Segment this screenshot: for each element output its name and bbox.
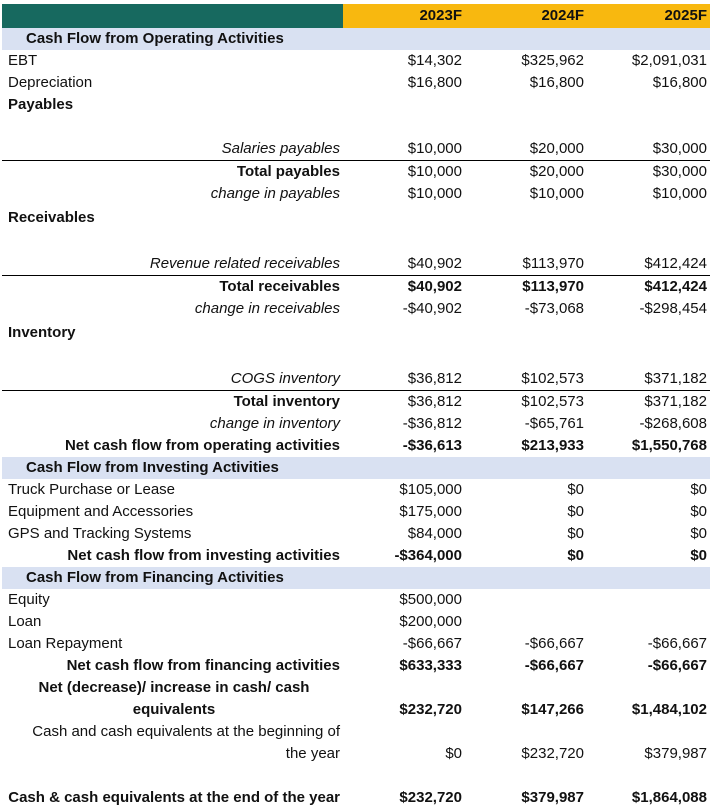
cell-2023[interactable]: -$36,613 [402, 437, 462, 454]
table-row-salaries-payables [2, 138, 710, 161]
cell-2025[interactable]: $371,182 [587, 391, 710, 414]
table-row-revenue-receivables [2, 253, 710, 276]
row-label: change in payables [210, 185, 340, 202]
row-label: Truck Purchase or Lease [8, 481, 176, 498]
table-row-loan [2, 611, 710, 633]
cell-2024[interactable]: $0 [567, 547, 584, 564]
cell-2025[interactable]: $1,864,088 [631, 789, 707, 806]
cell-2024[interactable] [465, 589, 587, 611]
row-label: Loan Repayment [8, 635, 123, 652]
table-row-cash-beginning [2, 721, 710, 765]
cell-2024[interactable]: $20,000 [529, 140, 584, 157]
row-label: COGS inventory [230, 370, 340, 387]
spacer-row [2, 231, 710, 253]
row-label: Net cash flow from operating activities [64, 437, 340, 454]
section-header-financing [2, 567, 710, 589]
table-row-net-investing [2, 545, 710, 567]
cell-2025[interactable]: -$298,454 [639, 300, 707, 317]
row-label: Total payables [2, 161, 343, 184]
cell-2024[interactable]: $232,720 [521, 745, 584, 762]
row-label: change in receivables [194, 300, 340, 317]
table-row-ebt [2, 50, 710, 72]
cell-2023[interactable]: $10,000 [343, 161, 465, 184]
section-header-operating [2, 28, 710, 50]
header-label-cell [2, 4, 343, 28]
cell-2024[interactable]: $147,266 [521, 701, 584, 718]
cell-2023[interactable]: -$40,902 [402, 300, 462, 317]
cash-flow-sheet [0, 4, 711, 806]
row-label: Equity [8, 591, 50, 608]
group-heading-payables [2, 94, 710, 116]
row-label: GPS and Tracking Systems [8, 525, 192, 542]
cell-2023[interactable]: $232,720 [399, 701, 462, 718]
cell-2023[interactable]: $0 [445, 745, 462, 762]
cell-2025[interactable]: $0 [690, 503, 707, 520]
cell-2024[interactable]: $213,933 [521, 437, 584, 454]
cell-2025[interactable]: $2,091,031 [631, 52, 707, 69]
cell-2025[interactable]: $412,424 [644, 255, 707, 272]
cell-2025[interactable]: $1,550,768 [631, 437, 707, 454]
cell-2024[interactable] [465, 611, 587, 633]
cell-2023[interactable]: $10,000 [407, 140, 462, 157]
cell-2023[interactable]: -$66,667 [402, 635, 462, 652]
cell-2023[interactable]: -$364,000 [394, 547, 462, 564]
cell-2024[interactable]: $16,800 [529, 74, 584, 91]
cell-2023[interactable]: $16,800 [407, 74, 462, 91]
cell-2024[interactable]: $325,962 [521, 52, 584, 69]
cell-2023[interactable]: $84,000 [407, 525, 462, 542]
row-label: Depreciation [8, 74, 93, 91]
row-label: Equipment and Accessories [8, 503, 194, 520]
cell-2024[interactable]: $0 [567, 503, 584, 520]
cell-2025[interactable]: -$66,667 [647, 657, 707, 674]
year-header-2023[interactable]: 2023F [343, 4, 465, 28]
cell-2025[interactable]: $412,424 [587, 276, 710, 299]
table-row-cash-end [2, 765, 710, 809]
cell-2024[interactable]: $113,970 [522, 255, 584, 272]
cell-2025[interactable]: $371,182 [644, 370, 707, 387]
table-row-change-receivables [2, 298, 710, 320]
cell-2025[interactable]: -$268,608 [639, 415, 707, 432]
table-row-net-change-cash [2, 677, 710, 721]
row-label: Total inventory [2, 391, 343, 414]
row-label: Net cash flow from financing activities [66, 657, 340, 674]
row-label: Cash and cash equivalents at the beginning of the year [32, 723, 340, 762]
cell-2024[interactable]: $102,573 [465, 391, 587, 414]
year-header-2025[interactable]: 2025F [587, 4, 710, 28]
cell-2024[interactable]: $113,970 [465, 276, 587, 299]
table-row-total-inventory [2, 391, 710, 414]
group-label: Inventory [8, 324, 76, 341]
cell-2025[interactable]: $379,987 [644, 745, 707, 762]
table-row-total-receivables [2, 276, 710, 299]
cell-2023[interactable]: $633,333 [399, 657, 462, 674]
cell-2025[interactable]: $0 [690, 547, 707, 564]
cell-2025[interactable]: $30,000 [652, 140, 707, 157]
cell-2023[interactable]: $10,000 [407, 185, 462, 202]
year-header-2024[interactable]: 2024F [465, 4, 587, 28]
row-label: EBT [8, 52, 38, 69]
row-label: Loan [8, 613, 42, 630]
cell-2024[interactable]: $102,573 [521, 370, 584, 387]
table-row-cogs-inventory [2, 368, 710, 391]
row-label: change in inventory [209, 415, 340, 432]
section-header-investing [2, 457, 710, 479]
cell-2024[interactable]: -$66,667 [524, 635, 584, 652]
group-label: Receivables [8, 209, 95, 226]
row-label: Salaries payables [221, 140, 340, 157]
table-row-loan-repayment [2, 633, 710, 655]
cell-2025[interactable]: $1,484,102 [631, 701, 707, 718]
cell-2025[interactable] [587, 611, 710, 633]
table-row-truck [2, 479, 710, 501]
cell-2024[interactable]: $10,000 [529, 185, 584, 202]
section-title: Cash Flow from Investing Activities [2, 457, 343, 479]
cell-2024[interactable]: $0 [567, 525, 584, 542]
row-label: Net cash flow from investing activities [67, 547, 340, 564]
table-row-gps [2, 523, 710, 545]
cell-2023[interactable]: $105,000 [399, 481, 462, 498]
table-row-change-payables [2, 183, 710, 205]
cell-2023[interactable]: $200,000 [399, 613, 462, 630]
spacer-row [2, 346, 710, 368]
cell-2023[interactable]: $175,000 [399, 503, 462, 520]
cell-2024[interactable]: -$66,667 [524, 657, 584, 674]
cell-2025[interactable]: $0 [690, 481, 707, 498]
table-row-net-operating [2, 435, 710, 457]
cell-2024[interactable]: -$73,068 [524, 300, 584, 317]
section-title: Cash Flow from Operating Activities [2, 28, 343, 50]
group-heading-inventory [2, 320, 710, 346]
table-row-equity [2, 589, 710, 611]
cell-2023[interactable]: $232,720 [399, 789, 462, 806]
cell-2025[interactable]: $16,800 [652, 74, 707, 91]
cell-2025[interactable]: -$66,667 [647, 635, 707, 652]
group-label: Payables [8, 96, 74, 113]
cell-2024[interactable]: $379,987 [521, 789, 584, 806]
spacer-row [2, 116, 710, 138]
cell-2023[interactable]: -$36,812 [402, 415, 462, 432]
cell-2023[interactable]: $500,000 [399, 591, 462, 608]
header-row [2, 4, 710, 28]
row-label: Revenue related receivables [149, 255, 340, 272]
cell-2025[interactable]: $30,000 [587, 161, 710, 184]
cell-2025[interactable] [587, 589, 710, 611]
cell-2023[interactable]: $36,812 [407, 370, 462, 387]
cell-2025[interactable]: $0 [690, 525, 707, 542]
cell-2023[interactable]: $36,812 [343, 391, 465, 414]
cell-2024[interactable]: -$65,761 [524, 415, 584, 432]
cell-2023[interactable]: $40,902 [407, 255, 462, 272]
cell-2024[interactable]: $0 [567, 481, 584, 498]
cash-flow-table [2, 4, 710, 809]
section-title: Cash Flow from Financing Activities [2, 567, 343, 589]
table-row-net-financing [2, 655, 710, 677]
row-label: Total receivables [2, 276, 343, 299]
table-row-total-payables [2, 161, 710, 184]
cell-2023[interactable]: $14,302 [407, 52, 462, 69]
table-row-equipment [2, 501, 710, 523]
cell-2023[interactable]: $40,902 [343, 276, 465, 299]
table-row-change-inventory [2, 413, 710, 435]
row-label: Cash & cash equivalents at the end of the year [8, 789, 340, 806]
cell-2024[interactable]: $20,000 [465, 161, 587, 184]
table-row-depreciation [2, 72, 710, 94]
group-heading-receivables [2, 205, 710, 231]
cell-2025[interactable]: $10,000 [652, 185, 707, 202]
row-label: Net (decrease)/ increase in cash/ cash equivalents [38, 679, 310, 718]
